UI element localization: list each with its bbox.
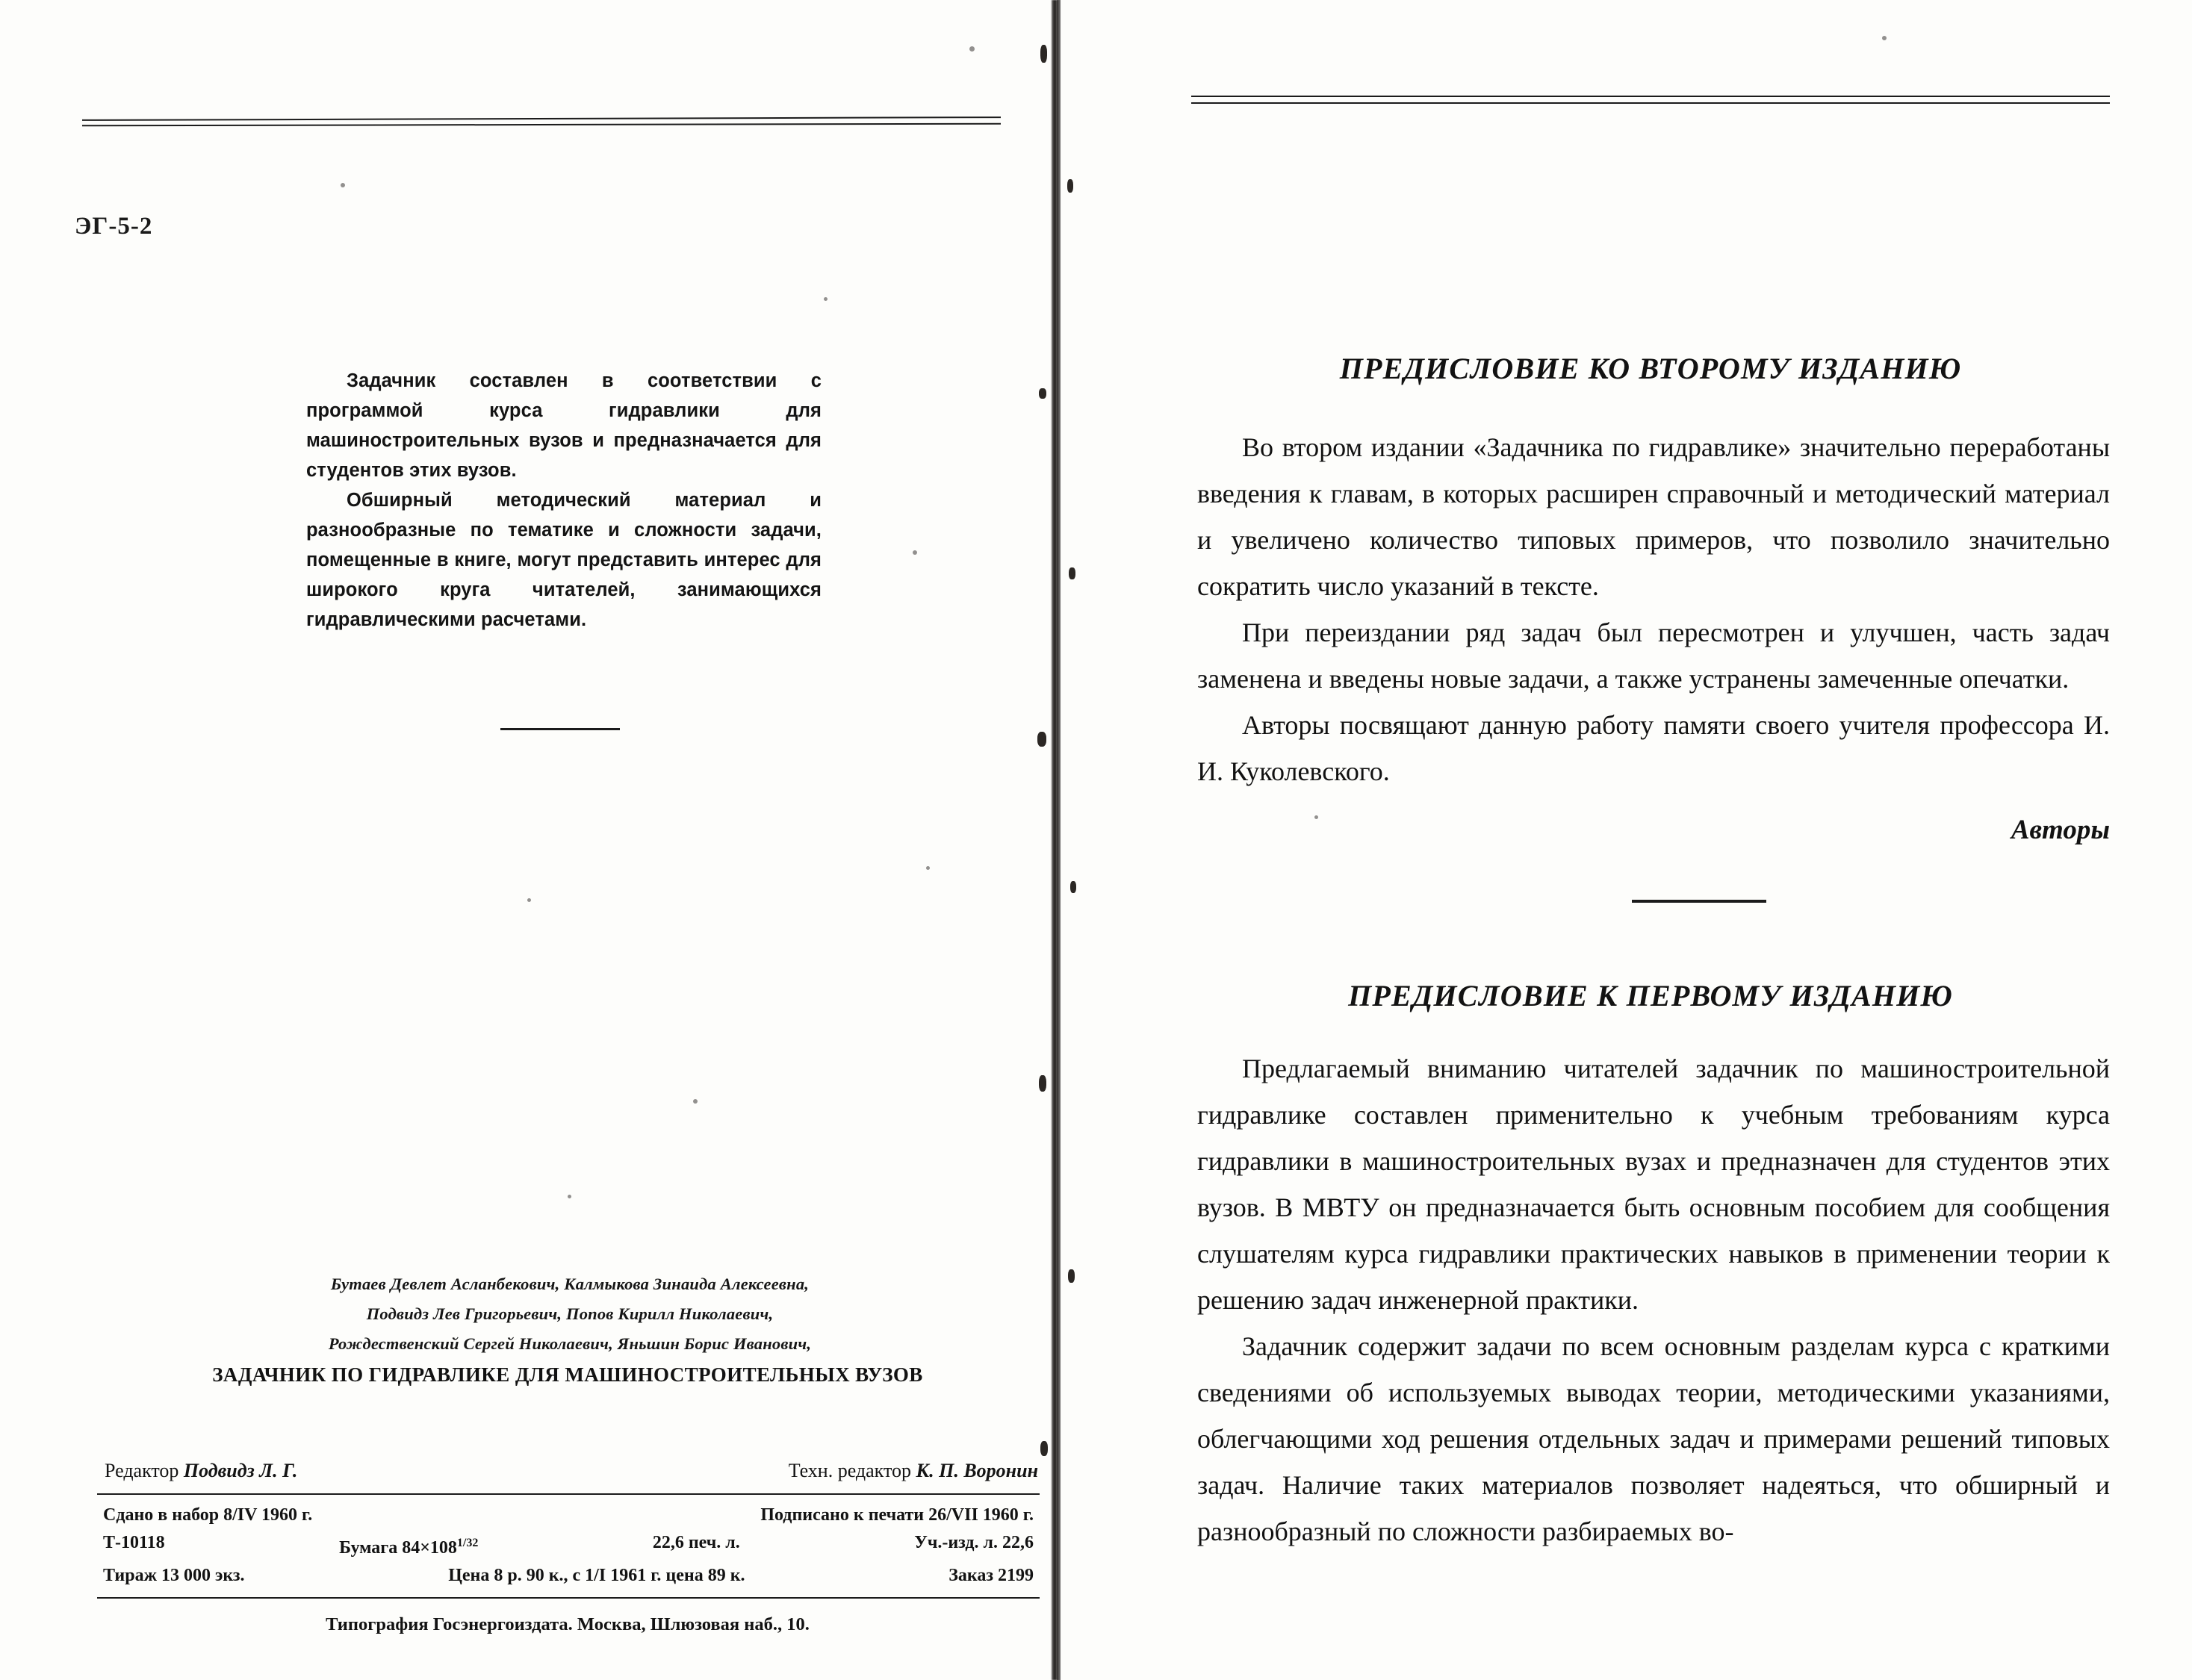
editor-name: Подвидз Л. Г. [183,1460,298,1481]
annotation-divider-rule [500,728,620,730]
scan-speck [824,297,828,301]
imprint-row-2 [97,1529,1040,1562]
imprint-authors-line-2: Подвидз Лев Григорьевич, Попов Кирилл Николаевич, [366,1304,774,1323]
scan-speck [1882,36,1887,40]
editor-label: Редактор [105,1460,179,1481]
annotation-block [306,366,822,635]
preface-first-heading: ПРЕДИСЛОВИЕ К ПЕРВОМУ ИЗДАНИЮ [1348,979,1953,1012]
imprint-authors-line-3: Рождественский Сергей Николаевич, Яньшин Борис Иванович, [328,1334,812,1353]
imprint-authors [181,1269,958,1359]
tech-editor-name: К. П. Воронин [916,1460,1038,1481]
preface-first-paragraph-1: Предлагаемый вниманию читателей задачник по машиностроительной гидравлике составлен применительно к учебным требованиям курса гидравлики в машиностроительных вузах и предназначен для студентов этих вузов. В МВТУ он предназначается быть основным пособием для сообщения слушателям курса гидравлики практических навыков в применении теории к решению задач инженерной практики. [1197,1054,2110,1315]
editors-row [105,1460,1038,1482]
preface-divider-rule [1632,900,1766,903]
imprint-publisher-sheets: Уч.-изд. л. 22,6 [914,1533,1034,1552]
preface-first-paragraph-2: Задачник содержит задачи по всем основным разделам курса с краткими сведениями об используемых выводах теории, методическими указаниями, облегчающими ход решения отдельных задач и примерами решений типовых задач. Наличие таких материалов позволяет надеяться, что обширный и разнообразный по сложности разбираемых во- [1197,1331,2110,1546]
annotation-paragraph-2: Обширный методический материал и разнообразные по тематике и сложности задачи, помещенные в книге, могут представить интерес для широкого круга читателей, занимающихся гидравлическими расчетами. [306,490,822,630]
right-page [1087,0,2192,1680]
top-double-rule-left [82,118,1001,127]
scan-speck [1314,815,1318,819]
imprint-typeset-date: Сдано в набор 8/IV 1960 г. [103,1505,313,1525]
imprint-book-title: ЗАДАЧНИК ПО ГИДРАВЛИКЕ ДЛЯ МАШИНОСТРОИТЕЛЬНЫХ ВУЗОВ [212,1363,923,1386]
imprint-order-code: Т-10118 [103,1533,165,1552]
imprint-paper-format-text: Бумага 84×108 [339,1538,457,1558]
editor-entry [105,1460,297,1482]
preface-first-body [1197,1045,2110,1555]
imprint-printed-sheets: 22,6 печ. л. [652,1533,740,1552]
preface-second-heading: ПРЕДИСЛОВИЕ КО ВТОРОМУ ИЗДАНИЮ [1339,352,1962,385]
scan-speck [693,1099,698,1104]
tech-editor-entry [789,1460,1038,1482]
imprint-authors-line-1: Бутаев Девлет Асланбекович, Калмыкова Зинаида Алексеевна, [330,1275,810,1293]
imprint-price: Цена 8 р. 90 к., с 1/I 1961 г. цена 89 к. [448,1566,745,1585]
imprint-row-1 [97,1502,1040,1529]
scan-speck [913,550,917,555]
top-double-rule-right [1191,96,2110,105]
imprint-paper-format [339,1529,478,1562]
scan-speck [341,183,345,187]
imprint-printer-line: Типография Госэнергоиздата. Москва, Шлюзовая наб., 10. [326,1614,810,1634]
scan-speck [527,898,531,902]
preface-second-paragraph-2: При переиздании ряд задач был пересмотрен и улучшен, часть задач заменена и введены новые задачи, а также устранены замеченные опечатки. [1197,617,2110,694]
imprint-print-run: Тираж 13 000 экз. [103,1566,245,1585]
preface-second-signature: Авторы [2011,815,2110,845]
preface-second-paragraph-1: Во втором издании «Задачника по гидравлике» значительно переработаны введения к главам, в которых расширен справочный и методический материал и увеличено количество типовых примеров, что позволило значительно сократить число указаний в тексте. [1197,432,2110,601]
preface-second-body [1197,424,2110,794]
catalog-code-label: ЭГ-5-2 [75,213,153,240]
tech-editor-label: Техн. редактор [788,1460,911,1481]
scan-speck [568,1195,571,1198]
imprint-signed-date: Подписано к печати 26/VII 1960 г. [760,1505,1034,1525]
imprint-table [97,1493,1040,1599]
preface-second-paragraph-3: Авторы посвящают данную работу памяти своего учителя профессора И. И. Куколевского. [1197,710,2110,786]
scan-speck [969,46,975,52]
scan-speck [926,866,930,870]
imprint-paper-format-fraction: 1/32 [456,1537,479,1549]
imprint-order-number: Заказ 2199 [948,1566,1034,1585]
imprint-row-3 [97,1562,1040,1590]
left-page [0,0,1038,1680]
annotation-paragraph-1: Задачник составлен в соответствии с программой курса гидравлики для машиностроительных вузов и предназначается для студентов этих вузов. [306,370,822,481]
